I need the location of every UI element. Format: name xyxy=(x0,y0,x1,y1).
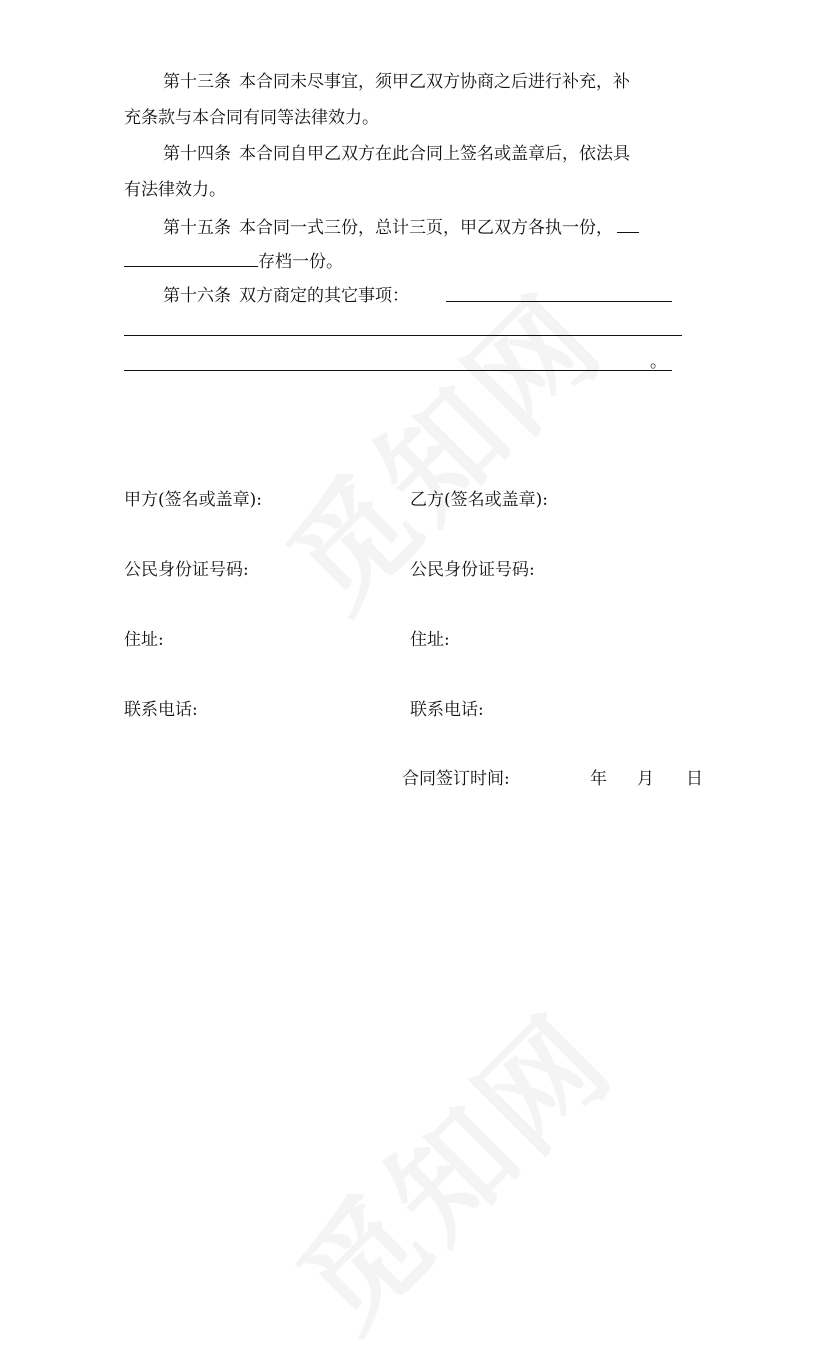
article-16-title: 第十六条 xyxy=(163,286,231,306)
article-14-title: 第十四条 xyxy=(163,144,231,164)
party-b-id-label: 公民身份证号码: xyxy=(410,560,535,580)
party-a-signature-label: 甲方(签名或盖章): xyxy=(124,490,262,510)
other-matters-blank-3[interactable] xyxy=(124,370,672,371)
date-year-label: 年 xyxy=(590,769,607,789)
watermark-bottom xyxy=(255,972,644,1360)
watermark xyxy=(245,252,634,641)
article-13-line-2: 充条款与本合同有同等法律效力。 xyxy=(124,108,379,128)
article-14-line-2: 有法律效力。 xyxy=(124,180,226,200)
party-a-id-label: 公民身份证号码: xyxy=(124,560,249,580)
article-16-line-1 xyxy=(163,284,747,308)
article-15-line-2 xyxy=(124,248,708,274)
other-matters-blank-2[interactable] xyxy=(124,335,682,336)
party-b-signature-label: 乙方(签名或盖章): xyxy=(410,490,548,510)
article-14-text: 本合同自甲乙双方在此合同上签名或盖章后，依法具 xyxy=(239,144,630,164)
article-13-title: 第十三条 xyxy=(163,72,231,92)
article-13-text: 本合同未尽事宜，须甲乙双方协商之后进行补充，补 xyxy=(239,72,630,92)
article-13-line-1 xyxy=(163,70,747,94)
article-15-text: 本合同一式三份，总计三页，甲乙双方各执一份， xyxy=(239,218,613,238)
party-a-phone-label: 联系电话: xyxy=(124,700,198,720)
article-15-title: 第十五条 xyxy=(163,218,231,238)
article-16-text: 双方商定的其它事项： xyxy=(239,286,409,306)
archive-blank-1[interactable] xyxy=(617,214,639,233)
party-a-address-label: 住址: xyxy=(124,630,164,650)
article-16-end-mark: 。 xyxy=(650,352,667,372)
article-15-text-2: 存档一份。 xyxy=(258,252,343,272)
date-month-label: 月 xyxy=(637,769,654,789)
article-15-line-1 xyxy=(163,214,747,240)
other-matters-blank-1[interactable] xyxy=(446,301,672,302)
archive-blank-2[interactable] xyxy=(124,248,258,267)
party-b-phone-label: 联系电话: xyxy=(410,700,484,720)
article-14-line-1 xyxy=(163,142,747,166)
party-b-address-label: 住址: xyxy=(410,630,450,650)
date-day-label: 日 xyxy=(686,769,703,789)
contract-date-label: 合同签订时间: xyxy=(402,769,510,789)
